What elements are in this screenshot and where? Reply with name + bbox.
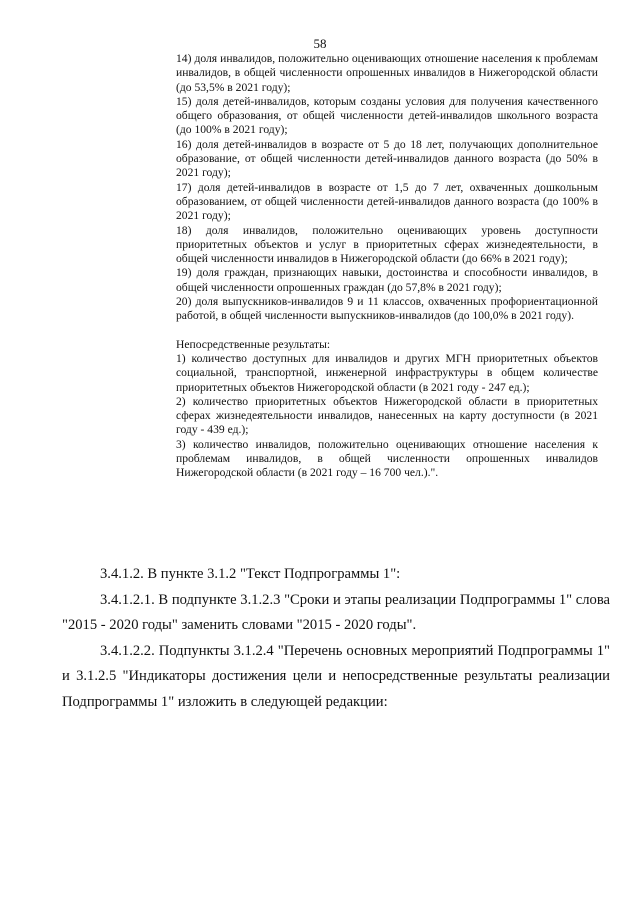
indicator-item: 18) доля инвалидов, положительно оценивающих уровень доступности приоритетных объектов и услуг в приоритетных сферах жизнедеятельности, в общей численности инвалидов в Нижегородской области (до 66% в 2021 году);: [176, 223, 598, 266]
body-paragraph: 3.4.1.2.2. Подпункты 3.1.2.4 "Перечень основных мероприятий Подпрограммы 1" и 3.1.2.5 "Индикаторы достижения цели и непосредственные результаты реализации Подпрограммы 1" изложить в следующей редакции:: [62, 642, 610, 710]
body-paragraph: 3.4.1.2. В пункте 3.1.2 "Текст Подпрограммы 1":: [100, 566, 401, 582]
body-text: [62, 562, 610, 715]
page-number: 58: [313, 36, 327, 51]
direct-result-item: 3) количество инвалидов, положительно оценивающих отношение населения к проблемам инвалидов, в общей численности опрошенных инвалидов Нижегородской области (в 2021 году – 16 700 чел.).".: [176, 437, 598, 480]
direct-result-item: 2) количество приоритетных объектов Нижегородской области в приоритетных сферах жизнедеятельности инвалидов, нанесенных на карту доступности (в 2021 году - 439 ед.);: [176, 394, 598, 437]
quoted-text-block: [176, 52, 598, 481]
direct-result-item: 1) количество доступных для инвалидов и других МГН приоритетных объектов социальной, транспортной, инженерной инфраструктуры в общем количестве приоритетных объектов Нижегородской области (в 2021 году - 247 ед.);: [176, 351, 598, 394]
indicator-item: 19) доля граждан, признающих навыки, достоинства и способности инвалидов, в общей численности опрошенных граждан (до 57,8% в 2021 году);: [176, 266, 598, 294]
indicator-item: 15) доля детей-инвалидов, которым созданы условия для получения качественного общего образования, от общей численности детей-инвалидов школьного возраста (до 100% в 2021 году);: [176, 94, 598, 137]
indicator-item: 14) доля инвалидов, положительно оценивающих отношение населения к проблемам инвалидов, в общей численности опрошенных инвалидов в Нижегородской области (до 53,5% в 2021 году);: [176, 52, 598, 94]
body-paragraph: 3.4.1.2.1. В подпункте 3.1.2.3 "Сроки и этапы реализации Подпрограммы 1" слова "2015 - 2020 годы" заменить словами "2015 - 2020 годы".: [62, 591, 610, 633]
direct-results-heading: Непосредственные результаты:: [176, 337, 331, 351]
indicator-item: 16) доля детей-инвалидов в возрасте от 5 до 18 лет, получающих дополнительное образование, от общей численности детей-инвалидов данного возраста (до 50% в 2021 году);: [176, 137, 598, 180]
spacer: [176, 324, 598, 338]
indicator-item: 17) доля детей-инвалидов в возрасте от 1,5 до 7 лет, охваченных дошкольным образованием, от общей численности детей-инвалидов данного возраста (до 100% в 2021 году);: [176, 180, 598, 223]
indicator-item: 20) доля выпускников-инвалидов 9 и 11 классов, охваченных профориентационной работой, в общей численности выпускников-инвалидов (до 100,0% в 2021 году).: [176, 295, 598, 323]
